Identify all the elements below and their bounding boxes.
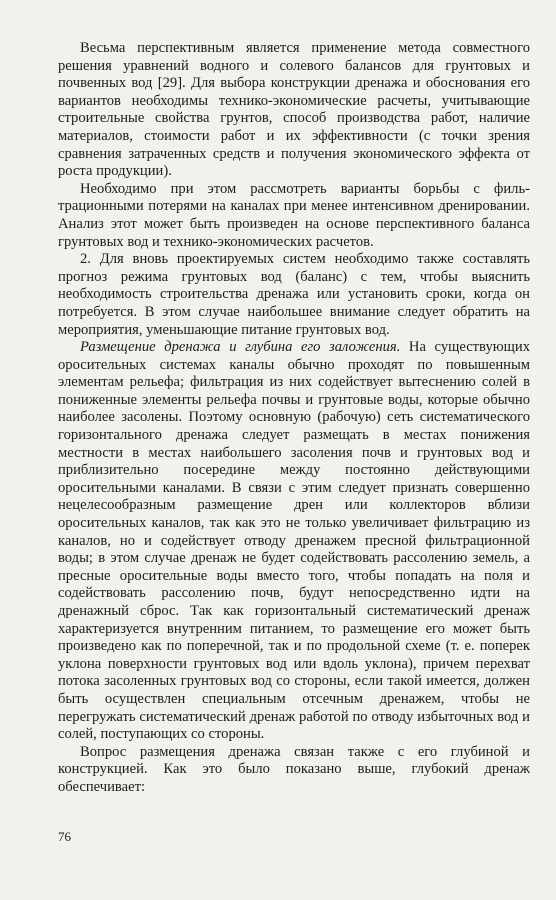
page-number: 76 [58, 829, 71, 844]
paragraph-text: 2. Для вновь проектируемых систем необходимо также составлять прогноз режима грунтовых вод (баланс) с тем, чтобы выяснить необходимость строительства дренажа или установить сроки, когда он потребуется. В этом случае наибольшее внимание следует обратить на мероприятия, уменьшающие питание грунтовых вод. [58, 251, 530, 338]
paragraph-text: На существующих оросительных системах каналы обычно проходят по повышенным элементам рельефа; фильтрация из них содействует вытеснению солей в пониженные элементы рельефа почвы и грунтовые воды, которые обычно наиболее засолены. Поэтому основную (рабочую) сеть систематического горизонтального дренажа следует размещать в местах понижения местности в местах наибольшего засоления почв и грунтовых вод и приблизительно посередине между постоянно действующими оросительными каналами. В связи с этим следует признать совершенно нецелесообразным размещение дрен или коллекторов вблизи оросительных каналов, так как это не только увеличивает фильтрацию из каналов, но и содействует отводу дренажем пресной фильтрационной воды; в этом случае дренаж не будет содействовать рассолению земель, а пресные оросительные воды вместо того, чтобы попадать на поля и содействовать рассолению почв, будут непосредственно идти на дренажный сброс. Так как горизонтальный систематический дренаж характеризуется внутренним питанием, то размещение его может быть произведено как по поперечной, так и по продольной схеме (т. е. поперек уклона поверхности грунтовых вод или вдоль уклона), причем перехват потока засоленных грунтовых вод со стороны, если такой имеется, должен быть осуществлен специальным отсечным дренажем, чтобы не перегружать систематический дренаж работой по отводу избыточных вод и солей, поступающих со стороны. [58, 339, 530, 743]
text-body [58, 40, 530, 797]
paragraph-2 [58, 181, 530, 251]
paragraph-text: Весьма перспективным является применение метода совместного решения уравнений водного и солевого балансов для грунтовых и почвенных вод [29]. Для выбора конструкции дренажа и обоснования его вариантов необходимы технико-экономические расчеты, учитывающие строительные свойства грунтов, способ производства работ, наличие материалов, стоимости работ и их эффективности (с точки зрения сравнения затраченных средств и получения экономического эффекта от роста продукции). [58, 40, 530, 180]
paragraph-3 [58, 251, 530, 339]
paragraph-text: Вопрос размещения дренажа связан также с его глубиной и конструкцией. Как это было показано выше, глубокий дренаж обеспечивает: [58, 743, 530, 795]
runin-heading: Размещение дренажа и глубина его заложения. [80, 339, 401, 356]
paragraph-4 [58, 339, 530, 744]
paragraph-text: Необходимо при этом рассмотреть варианты борьбы с фильтрационными потерями на каналах при менее интенсивном дренировании. Анализ этот может быть произведен на основе перспективного баланса грунтовых вод и технико-экономических расчетов. [58, 180, 530, 250]
paragraph-1 [58, 40, 530, 181]
paragraph-5 [58, 744, 530, 797]
